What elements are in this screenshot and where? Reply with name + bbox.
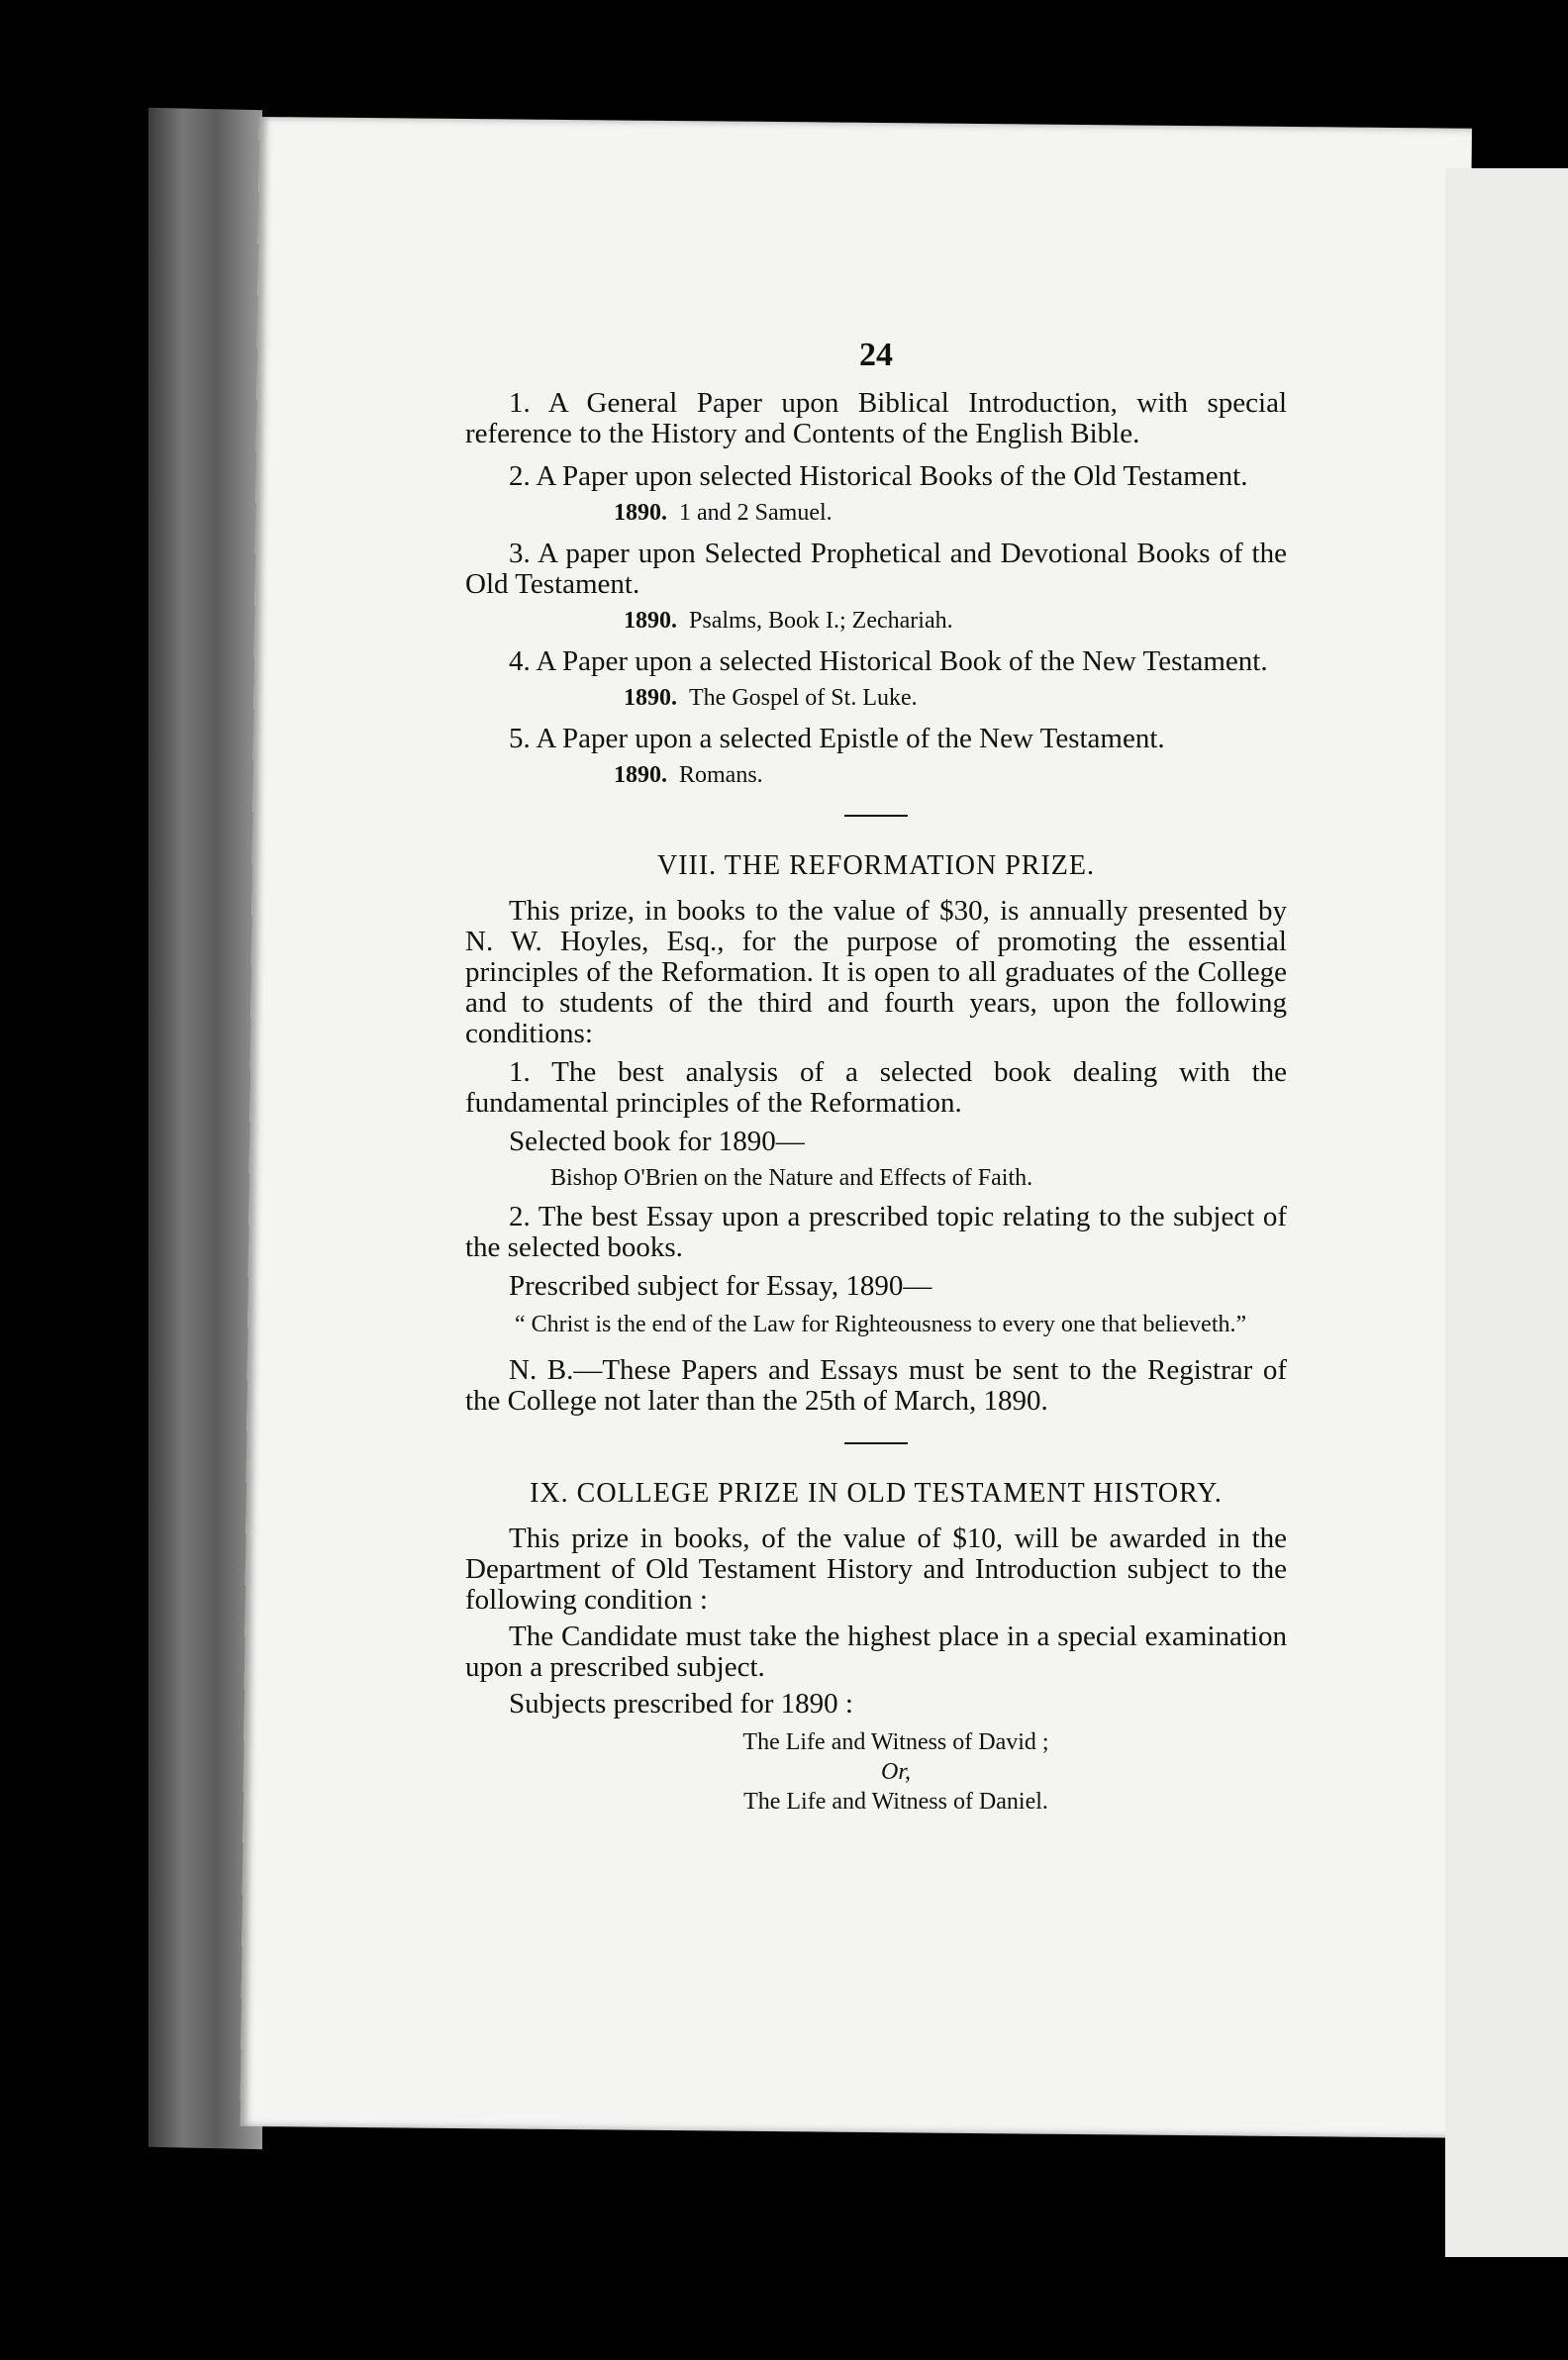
section-heading-reformation-prize: VIII. THE REFORMATION PRIZE. — [656, 850, 1096, 881]
paper-text: A Paper upon a selected Epistle of the New Testament. — [536, 723, 1165, 754]
selection-text: The Gospel of St. Luke. — [689, 685, 918, 711]
selection-text: 1 and 2 Samuel. — [679, 500, 833, 526]
selection-year: 1890. — [614, 500, 667, 526]
paper-item-2 — [465, 461, 1287, 527]
paper-text: A General Paper upon Biblical Introduction, with special reference to the History and Contents of the English Bible. — [465, 387, 1288, 449]
prescribed-subjects — [505, 1727, 1287, 1817]
selection-year: 1890. — [624, 685, 677, 711]
subject-or: Or, — [880, 1759, 911, 1785]
paper-text: A Paper upon a selected Historical Book of the New Testament. — [536, 645, 1268, 677]
section-divider — [844, 1442, 908, 1444]
paper-selection — [624, 685, 1287, 712]
old-testament-prize-condition: The Candidate must take the highest place in a special examination upon a prescribed subject. — [465, 1621, 1287, 1683]
paper-number: 4. — [509, 645, 531, 677]
paper-item-4 — [465, 646, 1287, 712]
paper-number: 3. — [509, 538, 531, 569]
old-testament-prize-intro: This prize in books, of the value of $10, will be awarded in the Department of Old Testament History and Introduction subject to the following condition : — [465, 1523, 1287, 1616]
reformation-condition-1: 1. The best analysis of a selected book dealing with the fundamental principles of the Reformation. — [465, 1056, 1287, 1119]
page-number: 24 — [859, 337, 893, 373]
selection-text: Romans. — [679, 762, 763, 788]
nota-bene: N. B.—These Papers and Essays must be sent to the Registrar of the College not later than the 25th of March, 1890. — [465, 1354, 1287, 1417]
section-divider — [844, 815, 908, 817]
paper-item-3 — [465, 539, 1287, 635]
selection-text: Psalms, Book I.; Zechariah. — [689, 608, 953, 634]
essay-quote: “ Christ is the end of the Law for Righteousness to every one that believeth.” — [515, 1312, 1247, 1337]
paper-text: A paper upon Selected Prophetical and Devotional Books of the Old Testament. — [465, 538, 1287, 600]
paper-selection — [624, 608, 1287, 635]
reformation-condition-2: 2. The best Essay upon a prescribed topic relating to the subject of the selected books. — [465, 1201, 1287, 1263]
paper-item-5 — [465, 724, 1287, 789]
selection-year: 1890. — [614, 762, 667, 788]
subject-david: The Life and Witness of David ; — [742, 1729, 1049, 1755]
page-text — [465, 337, 1287, 1817]
subjects-label: Subjects prescribed for 1890 : — [509, 1688, 853, 1720]
reformation-prize-intro: This prize, in books to the value of $30, is annually presented by N. W. Hoyles, Esq., for the purpose of promoting the essential principles of the Reformation. It is open to all graduates of the College and to students of the third and fourth years, upon the following conditions: — [465, 895, 1287, 1049]
paper-item-1 — [465, 388, 1287, 449]
subject-daniel: The Life and Witness of Daniel. — [743, 1789, 1048, 1815]
selected-book: Bishop O'Brien on the Nature and Effects of Faith. — [550, 1165, 1033, 1191]
section-heading-old-testament-prize: IX. COLLEGE PRIZE IN OLD TESTAMENT HISTORY. — [530, 1478, 1223, 1509]
facing-page — [1445, 168, 1568, 2257]
paper-selection — [614, 762, 1287, 789]
paper-number: 2. — [509, 460, 531, 492]
paper-number: 1. — [509, 387, 531, 419]
paper-selection — [614, 500, 1287, 527]
paper-number: 5. — [509, 723, 531, 754]
selected-book-label: Selected book for 1890— — [509, 1126, 805, 1157]
prescribed-subject-label: Prescribed subject for Essay, 1890— — [509, 1270, 932, 1302]
selection-year: 1890. — [624, 608, 677, 634]
paper-text: A Paper upon selected Historical Books of the Old Testament. — [536, 460, 1248, 492]
